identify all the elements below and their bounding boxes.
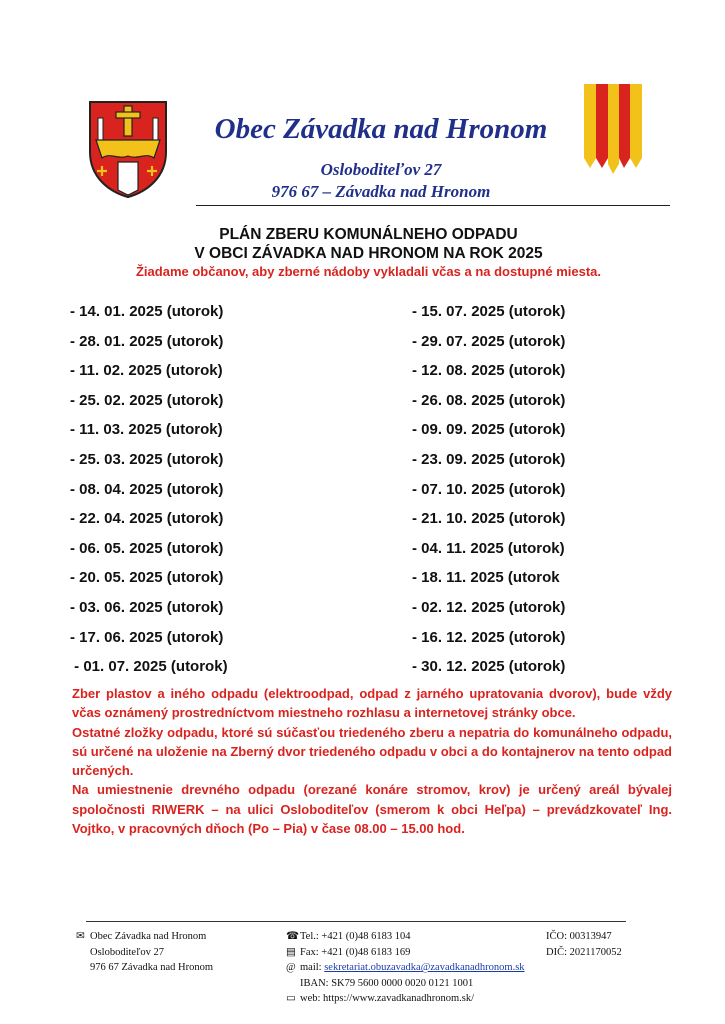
header-divider — [196, 205, 670, 206]
fax-icon: ▤ — [286, 946, 296, 958]
collection-date: - 28. 01. 2025 (utorok) — [70, 332, 224, 350]
envelope-icon: ✉ — [76, 931, 85, 942]
collection-date: - 14. 01. 2025 (utorok) — [70, 303, 224, 320]
footer-divider — [86, 921, 626, 922]
collection-date: - 07. 10. 2025 (utorok) — [412, 480, 566, 498]
footer-email-label: mail: — [300, 962, 325, 974]
collection-date: - 03. 06. 2025 (utorok) — [70, 598, 224, 616]
collection-date: - 08. 04. 2025 (utorok) — [70, 480, 224, 498]
collection-date: - 20. 05. 2025 (utorok) — [70, 569, 224, 587]
collection-date: - 17. 06. 2025 (utorok) — [70, 628, 224, 646]
collection-date: - 09. 09. 2025 (utorok) — [412, 421, 566, 439]
dates-right-column — [412, 300, 565, 685]
info-paragraph-wood-waste: Na umiestnenie drevného odpadu (orezané konáre stromov, krov) je určený areál bývalej spoločnosti RIWERK – na ulici Osloboditeľov (smerom k obci Heľpa) – prevádzkovateľ Ing. Vojtko, v pracovných dňoch (Po – Pia) v čase 08.00 – 15.00 hod. — [72, 782, 672, 837]
collection-date: - 06. 05. 2025 (utorok) — [70, 539, 224, 557]
footer-ids — [546, 929, 622, 960]
address-street: Osloboditeľov 27 — [320, 160, 442, 179]
collection-date: - 11. 03. 2025 (utorok) — [70, 421, 223, 439]
footer-city: 976 67 Závadka nad Hronom — [90, 962, 214, 974]
footer-fax: Fax: +421 (0)48 6183 169 — [300, 946, 411, 958]
collection-date: - 29. 07. 2025 (utorok) — [412, 332, 566, 350]
collection-date: - 25. 02. 2025 (utorok) — [70, 391, 224, 409]
collection-date: - 12. 08. 2025 (utorok) — [412, 362, 566, 380]
plan-title-line2: V OBCI ZÁVADKA NAD HRONOM NA ROK 2025 — [194, 245, 543, 262]
org-name: Obec Závadka nad Hronom — [214, 113, 548, 145]
address-city: 976 67 – Závadka nad Hronom — [271, 182, 491, 201]
footer-ico: IČO: 00313947 — [546, 931, 612, 942]
collection-date: - 15. 07. 2025 (utorok) — [412, 303, 566, 320]
collection-date: - 18. 11. 2025 (utorok — [412, 569, 560, 587]
collection-date: - 04. 11. 2025 (utorok) — [412, 539, 565, 557]
footer-street: Osloboditeľov 27 — [90, 946, 164, 958]
collection-date: - 22. 04. 2025 (utorok) — [70, 510, 224, 528]
info-text — [72, 684, 672, 838]
citizen-notice: Žiadame občanov, aby zberné nádoby vykladali včas a na dostupné miesta. — [135, 264, 602, 279]
at-icon: @ — [286, 962, 296, 974]
footer-web[interactable]: web: https://www.zavadkanadhronom.sk/ — [300, 993, 474, 1005]
footer-contacts — [286, 929, 525, 1007]
info-paragraph-plastics: Zber plastov a iného odpadu (elektroodpad, odpad z jarného upratovania dvorov), bude vždy včas oznámený prostredníctvom miestneho rozhlasu a internetovej stránky obce. — [72, 686, 672, 721]
collection-date: - 02. 12. 2025 (utorok) — [412, 598, 566, 616]
collection-date: - 25. 03. 2025 (utorok) — [70, 450, 224, 468]
footer-address — [76, 929, 213, 976]
footer-tel: Tel.: +421 (0)48 6183 104 — [300, 931, 411, 942]
collection-date: - 26. 08. 2025 (utorok) — [412, 391, 566, 409]
collection-date: - 30. 12. 2025 (utorok) — [412, 658, 566, 676]
collection-date: - 01. 07. 2025 (utorok) — [70, 658, 228, 676]
info-paragraph-sorted-waste: Ostatné zložky odpadu, ktoré sú súčasťou triedeného zberu a nepatria do komunálneho odpadu, sú určené na uloženie na Zberný dvor triedeného odpadu v obci a do kontajnerov na tento odpad určených. — [72, 724, 672, 779]
plan-title-line1: PLÁN ZBERU KOMUNÁLNEHO ODPADU — [219, 226, 518, 243]
footer-email-link[interactable]: sekretariat.obuzavadka@zavadkanadhronom.sk — [324, 962, 525, 974]
collection-date: - 23. 09. 2025 (utorok) — [412, 450, 566, 468]
phone-icon: ☎ — [286, 931, 300, 942]
dates-left-column — [70, 300, 228, 685]
computer-icon: ▭ — [286, 993, 296, 1005]
collection-date: - 16. 12. 2025 (utorok) — [412, 628, 566, 646]
footer-org-name: Obec Závadka nad Hronom — [90, 931, 207, 942]
footer-dic: DIČ: 2021170052 — [546, 946, 622, 958]
footer-iban: IBAN: SK79 5600 0000 0020 0121 1001 — [300, 977, 474, 989]
collection-date: - 21. 10. 2025 (utorok) — [412, 510, 566, 528]
collection-date: - 11. 02. 2025 (utorok) — [70, 362, 223, 380]
